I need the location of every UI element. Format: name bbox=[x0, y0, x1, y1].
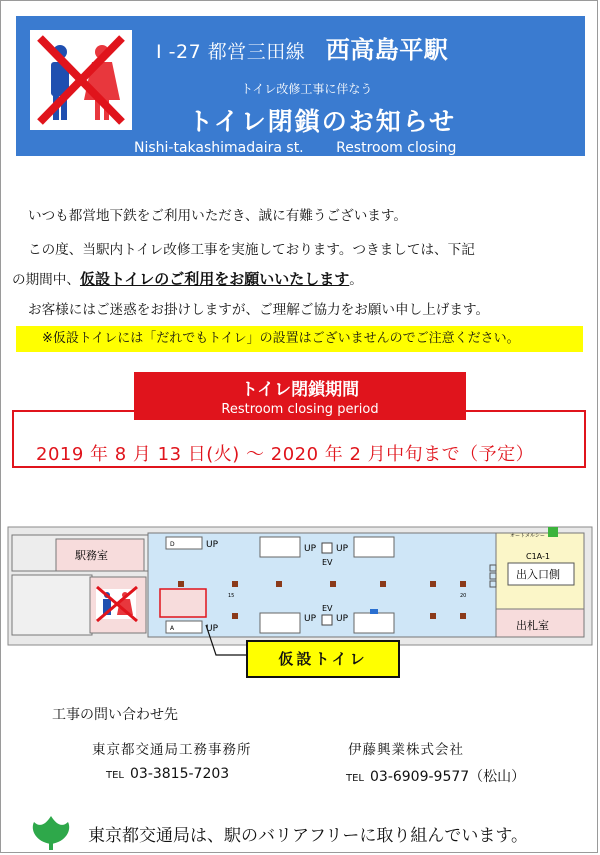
svg-text:UP: UP bbox=[206, 540, 219, 550]
map-left-lower bbox=[12, 575, 92, 635]
english-title: Restroom closing bbox=[336, 140, 457, 156]
temporary-toilet-area bbox=[160, 589, 206, 617]
contact-heading: 工事の問い合わせ先 bbox=[52, 707, 178, 723]
footer-text: 東京都交通局は、駅のバリアフリーに取り組んでいます。 bbox=[88, 826, 528, 846]
exit-code: C1A-1 bbox=[526, 552, 550, 561]
svg-text:UP: UP bbox=[304, 544, 317, 554]
svg-text:15: 15 bbox=[228, 593, 235, 599]
svg-text:EV: EV bbox=[322, 558, 333, 567]
contact-left-tel bbox=[106, 766, 229, 782]
right-tel-number: 03-6909-9577（松山） bbox=[370, 769, 526, 785]
left-tel-number: 03-3815-7203 bbox=[130, 766, 230, 782]
period-dates: 2019 年 8 月 13 日(火) 〜 2020 年 2 月中旬まで（予定） bbox=[36, 444, 535, 465]
svg-text:UP: UP bbox=[336, 614, 349, 624]
footer bbox=[26, 812, 586, 850]
svg-text:UP: UP bbox=[304, 614, 317, 624]
period-label-jp: トイレ閉鎖期間 bbox=[240, 380, 360, 400]
station-title bbox=[156, 30, 448, 65]
closed-restroom-icon bbox=[96, 587, 137, 621]
restroom-closed-icon bbox=[30, 30, 132, 130]
contact-right-tel bbox=[346, 766, 525, 786]
svg-text:20: 20 bbox=[460, 593, 467, 599]
svg-text:D: D bbox=[170, 541, 175, 548]
svg-text:UP: UP bbox=[206, 624, 219, 634]
tel-label: TEL bbox=[346, 773, 364, 784]
paragraph-construction: この度、当駅内トイレ改修工事を実施しております。つきましては、下記 bbox=[28, 242, 475, 258]
auto-label: オートメルシー bbox=[510, 533, 545, 539]
request-suffix: 。 bbox=[349, 272, 363, 288]
english-station: Nishi-takashimadaira st. bbox=[134, 140, 304, 156]
header-subtitle: トイレ改修工事に伴なう bbox=[241, 82, 373, 96]
temporary-toilet-callout: 仮設トイレ bbox=[246, 640, 400, 678]
line-code: I -27 bbox=[156, 41, 202, 63]
paragraph-request bbox=[12, 268, 363, 289]
contact-right-name: 伊藤興業株式会社 bbox=[348, 742, 464, 758]
elevator-marker bbox=[548, 527, 558, 537]
paragraph-greeting: いつも都営地下鉄をご利用いただき、誠に有難うございます。 bbox=[28, 208, 407, 224]
header-english bbox=[134, 140, 456, 156]
line-name: 都営三田線 bbox=[207, 41, 306, 63]
exit-side-label: 出入口側 bbox=[516, 568, 560, 581]
period-label bbox=[134, 372, 466, 420]
paragraph-apology: お客様にはご迷惑をお掛けしますが、ご理解ご協力をお願い申し上げます。 bbox=[28, 302, 490, 318]
contact-left-name: 東京都交通局工務事務所 bbox=[92, 742, 252, 758]
svg-text:A: A bbox=[170, 625, 175, 632]
station-name: 西高島平駅 bbox=[325, 36, 449, 64]
svg-text:UP: UP bbox=[336, 544, 349, 554]
svg-text:EV: EV bbox=[322, 604, 333, 613]
tokyo-ginkgo-logo bbox=[26, 812, 76, 850]
request-prefix: の期間中、 bbox=[12, 272, 80, 288]
request-underlined: 仮設トイレのご利用をお願いいたします bbox=[79, 270, 350, 288]
notice-header bbox=[16, 16, 585, 156]
header-main-title: トイレ閉鎖のお知らせ bbox=[188, 107, 457, 136]
ticket-office-label: 出札室 bbox=[516, 619, 549, 632]
period-label-en: Restroom closing period bbox=[221, 402, 379, 417]
station-office-label: 駅務室 bbox=[75, 549, 108, 562]
tel-label: TEL bbox=[106, 770, 124, 781]
notice-banner: ※仮設トイレには「だれでもトイレ」の設置はございませんのでご注意ください。 bbox=[16, 326, 583, 352]
